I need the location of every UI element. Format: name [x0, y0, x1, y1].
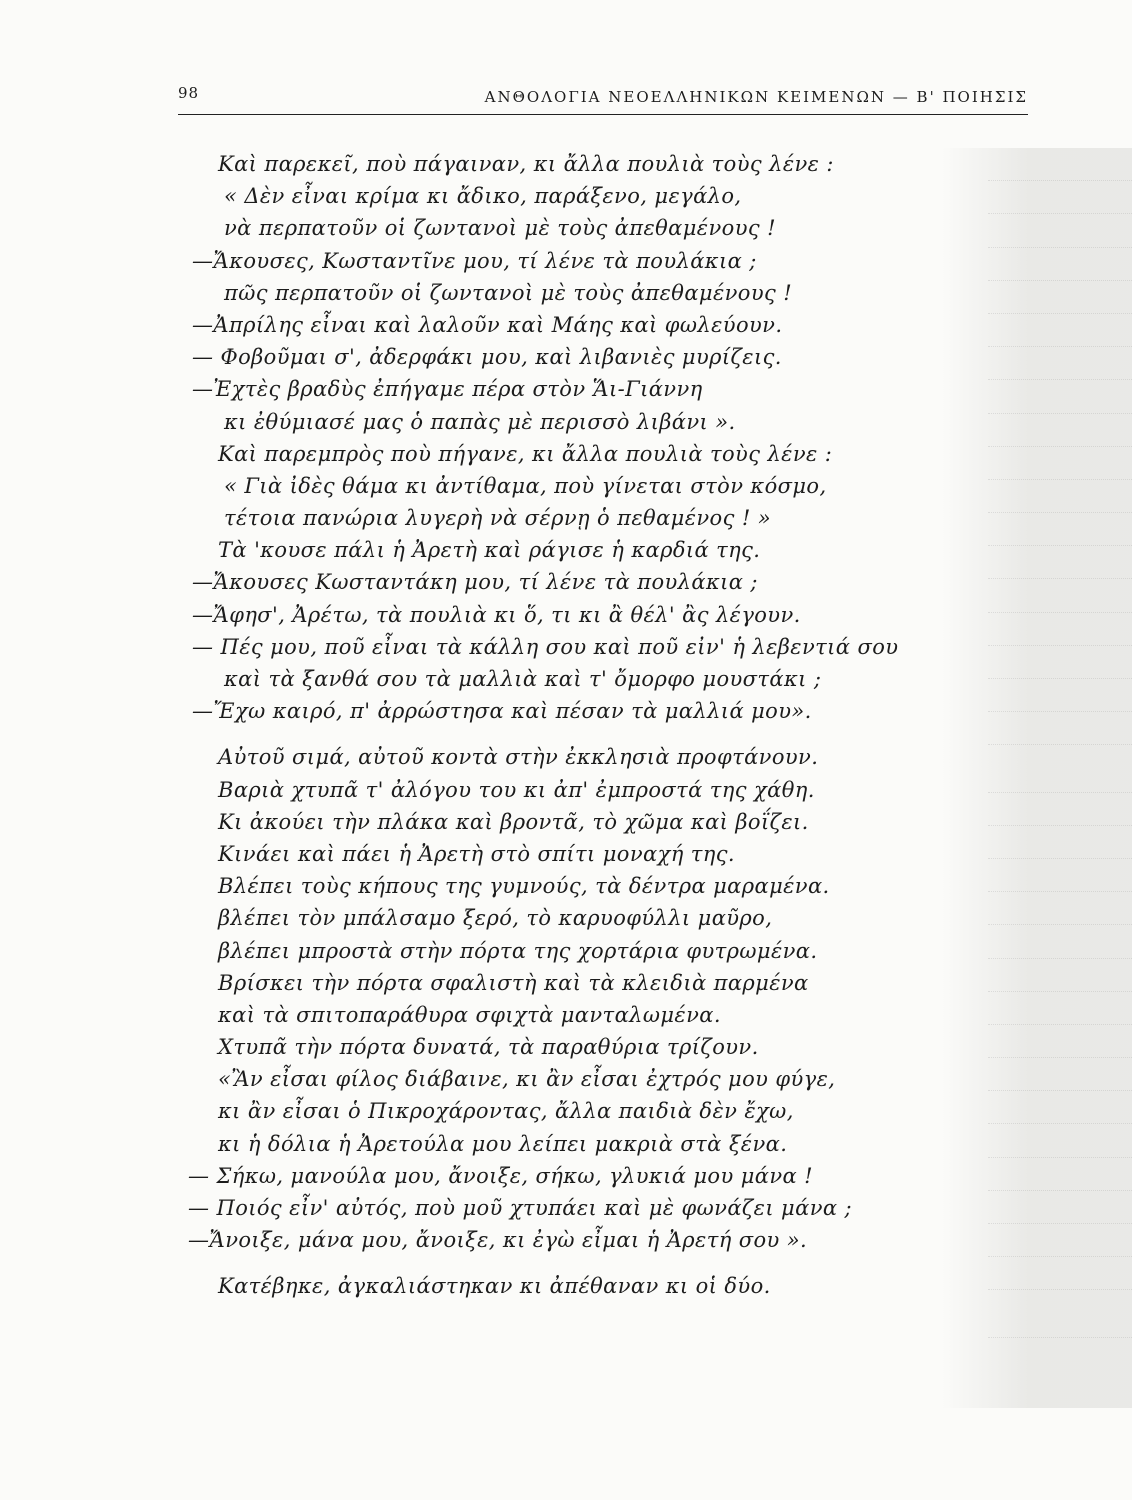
running-title: ΑΝΘΟΛΟΓΙΑ ΝΕΟΕΛΛΗΝΙΚΩΝ ΚΕΙΜΕΝΩΝ — Β' ΠΟΙΗΣΙΣ	[484, 88, 1028, 106]
verse-line: κι ἐθύμιασέ μας ὁ παπὰς μὲ περισσὸ λιβάνι ».	[224, 409, 736, 434]
verse-line: Καὶ παρεμπρὸς ποὺ πήγανε, κι ἄλλα πουλιὰ τοὺς λένε :	[218, 441, 833, 466]
verse-line: Βλέπει τοὺς κήπους της γυμνούς, τὰ δέντρα μαραμένα.	[218, 874, 830, 899]
verse-line: πῶς περπατοῦν οἱ ζωντανοὶ μὲ τοὺς ἀπεθαμένους !	[224, 280, 793, 305]
stanza	[0, 148, 1060, 727]
verse-line: Κινάει καὶ πάει ἡ Ἀρετὴ στὸ σπίτι μοναχή της.	[218, 841, 736, 866]
verse-line: « Δὲν εἶναι κρίμα κι ἄδικο, παράξενο, μεγάλο,	[224, 184, 742, 209]
verse-line: καὶ τὰ ξανθά σου τὰ μαλλιὰ καὶ τ' ὄμορφο μουστάκι ;	[224, 667, 822, 691]
verse-line: Τὰ 'κουσε πάλι ἡ Ἀρετὴ καὶ ράγισε ἡ καρδιά της.	[218, 538, 761, 563]
stanza	[0, 741, 1060, 1256]
verse-line: —Ἄκουσες, Κωσταντῖνε μου, τί λένε τὰ πουλάκια ;	[192, 248, 757, 273]
verse-line: κι ἡ δόλια ἡ Ἀρετούλα μου λείπει μακριὰ στὰ ξένα.	[218, 1131, 788, 1156]
verse-line: —Ἔχω καιρό, π' ἀρρώστησα καὶ πέσαν τὰ μαλλιά μου».	[192, 699, 812, 724]
verse-line: βλέπει τὸν μπάλσαμο ξερό, τὸ καρυοφύλλι μαῦρο,	[218, 906, 773, 931]
verse-line: καὶ τὰ σπιτοπαράθυρα σφιχτὰ μανταλωμένα.	[218, 1002, 721, 1027]
verse-line: — Φοβοῦμαι σ', ἀδερφάκι μου, καὶ λιβανιὲς μυρίζεις.	[192, 345, 782, 370]
verse-line: Καὶ παρεκεῖ, ποὺ πάγαιναν, κι ἄλλα πουλιὰ τοὺς λένε :	[218, 152, 834, 176]
verse-line: —Ἐχτὲς βραδὺς ἐπήγαμε πέρα στὸν Ἅι-Γιάννη	[192, 377, 703, 402]
poem-body	[0, 148, 1060, 1317]
verse-line: —Ἀπρίλης εἶναι καὶ λαλοῦν καὶ Μάης καὶ φωλεύουν.	[192, 312, 783, 337]
verse-line: « Γιὰ ἰδὲς θάμα κι ἀντίθαμα, ποὺ γίνεται στὸν κόσμο,	[224, 473, 827, 498]
page-header	[178, 84, 1028, 115]
verse-line: Κατέβηκε, ἀγκαλιάστηκαν κι ἀπέθαναν κι οἱ δύο.	[218, 1274, 771, 1299]
verse-line: «Ἂν εἶσαι φίλος διάβαινε, κι ἂν εἶσαι ἐχτρός μου φύγε,	[218, 1067, 836, 1092]
verse-line: κι ἂν εἶσαι ὁ Πικροχάροντας, ἄλλα παιδιὰ δὲν ἔχω,	[218, 1099, 794, 1124]
stanza	[0, 1270, 1060, 1302]
verse-line: Κι ἀκούει τὴν πλάκα καὶ βροντᾶ, τὸ χῶμα καὶ βοΐζει.	[218, 809, 809, 834]
verse-line: Αὐτοῦ σιμά, αὐτοῦ κοντὰ στὴν ἐκκλησιὰ προφτάνουν.	[218, 745, 819, 770]
verse-line: —Ἄφησ', Ἀρέτω, τὰ πουλιὰ κι ὅ, τι κι ἂ θέλ' ἂς λέγουν.	[192, 602, 801, 627]
verse-line: — Σήκω, μανούλα μου, ἄνοιξε, σήκω, γλυκιά μου μάνα !	[188, 1163, 814, 1188]
verse-line: Βαριὰ χτυπᾶ τ' ἀλόγου του κι ἀπ' ἐμπροστά της χάθη.	[218, 777, 815, 802]
verse-line: Βρίσκει τὴν πόρτα σφαλιστὴ καὶ τὰ κλειδιὰ παρμένα	[218, 970, 809, 995]
verse-line: —Ἄνοιξε, μάνα μου, ἄνοιξε, κι ἐγὼ εἶμαι ἡ Ἀρετή σου ».	[188, 1228, 808, 1253]
verse-line: βλέπει μπροστὰ στὴν πόρτα της χορτάρια φυτρωμένα.	[218, 938, 818, 963]
verse-line: — Ποιός εἶν' αὐτός, ποὺ μοῦ χτυπάει καὶ μὲ φωνάζει μάνα ;	[188, 1196, 852, 1220]
verse-line: τέτοια πανώρια λυγερὴ νὰ σέρνῃ ὁ πεθαμένος ! »	[224, 506, 771, 531]
verse-line: νὰ περπατοῦν οἱ ζωντανοὶ μὲ τοὺς ἀπεθαμένους !	[224, 216, 776, 241]
verse-line: —Ἄκουσες Κωσταντάκη μου, τί λένε τὰ πουλάκια ;	[192, 570, 758, 595]
page-number: 98	[178, 84, 200, 102]
verse-line: Χτυπᾶ τὴν πόρτα δυνατά, τὰ παραθύρια τρίζουν.	[218, 1035, 759, 1060]
verse-line: — Πές μου, ποῦ εἶναι τὰ κάλλη σου καὶ ποῦ εἰν' ἡ λεβεντιά σου	[192, 634, 899, 659]
